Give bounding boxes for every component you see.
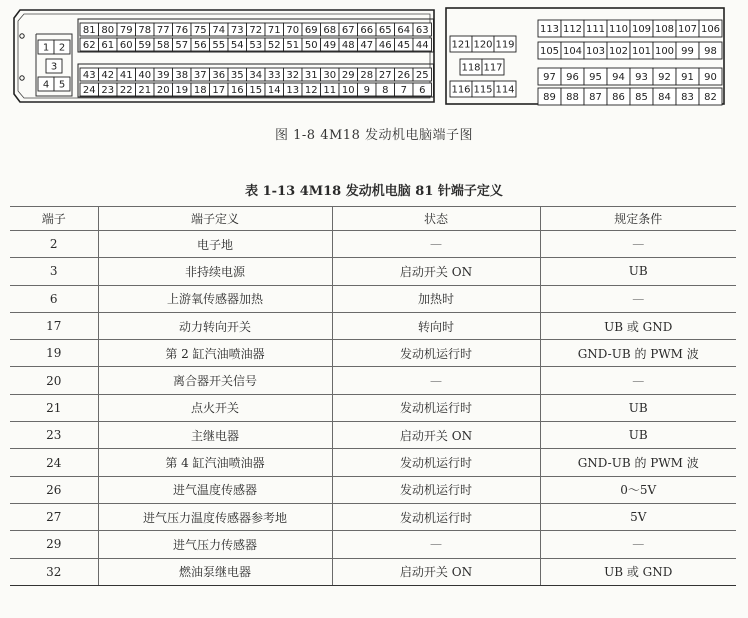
pin-number: 69 xyxy=(304,25,318,36)
cell-state: 发动机运行时 xyxy=(332,394,540,421)
cell-state: 加热时 xyxy=(332,285,540,312)
pin-number: 82 xyxy=(704,92,717,103)
cell-state: 启动开关 ON xyxy=(332,258,540,285)
pin-number: 52 xyxy=(267,40,281,51)
cell-condition: UB 或 GND xyxy=(540,312,736,339)
pin-number: 19 xyxy=(175,85,189,96)
pin-number: 14 xyxy=(267,85,281,96)
pin-number: 98 xyxy=(704,46,717,57)
table-row xyxy=(10,394,736,421)
pin-number: 44 xyxy=(415,40,429,51)
pin-number: 18 xyxy=(193,85,207,96)
cell-pin: 32 xyxy=(10,558,98,585)
pin-number: 90 xyxy=(704,72,717,83)
cell-definition: 动力转向开关 xyxy=(98,312,332,339)
cell-pin: 21 xyxy=(10,394,98,421)
pin-number: 81 xyxy=(82,25,96,36)
pin-number: 6 xyxy=(419,85,426,96)
cell-state: 发动机运行时 xyxy=(332,340,540,367)
cell-definition: 进气压力传感器 xyxy=(98,531,332,558)
cell-condition: UB xyxy=(540,258,736,285)
pin-number: 107 xyxy=(677,24,698,35)
pin-number: 23 xyxy=(101,85,115,96)
pin-number: 92 xyxy=(658,72,671,83)
pin-number: 35 xyxy=(230,70,244,81)
pin-number: 78 xyxy=(138,25,152,36)
pin-number: 74 xyxy=(212,25,226,36)
pin-number: 4 xyxy=(42,79,50,91)
pin-number: 105 xyxy=(539,46,560,57)
cell-definition: 进气压力温度传感器参考地 xyxy=(98,503,332,530)
pin-number: 25 xyxy=(415,70,429,81)
pin-number: 68 xyxy=(323,25,337,36)
pin-number: 76 xyxy=(175,25,189,36)
pin-number: 42 xyxy=(101,70,115,81)
table-row xyxy=(10,476,736,503)
cell-state: — xyxy=(332,531,540,558)
pin-number: 8 xyxy=(382,85,389,96)
cell-pin: 23 xyxy=(10,422,98,449)
pin-number: 94 xyxy=(612,72,625,83)
pin-number: 57 xyxy=(175,40,189,51)
cell-state: 发动机运行时 xyxy=(332,449,540,476)
cell-condition: — xyxy=(540,531,736,558)
cell-pin: 2 xyxy=(10,231,98,258)
cell-pin: 3 xyxy=(10,258,98,285)
pin-number: 34 xyxy=(249,70,263,81)
table-row xyxy=(10,367,736,394)
mounting-hole xyxy=(20,76,24,80)
pin-number: 109 xyxy=(631,24,652,35)
cell-pin: 6 xyxy=(10,285,98,312)
cell-state: 发动机运行时 xyxy=(332,476,540,503)
pin-number: 61 xyxy=(101,40,115,51)
pin-number: 85 xyxy=(635,92,648,103)
pin-number: 43 xyxy=(82,70,96,81)
pin-number: 40 xyxy=(138,70,152,81)
table-row xyxy=(10,258,736,285)
pin-number: 66 xyxy=(360,25,374,36)
cell-condition: UB xyxy=(540,394,736,421)
pin-number: 114 xyxy=(495,84,515,96)
header-state: 状态 xyxy=(332,207,540,231)
pin-number: 36 xyxy=(212,70,226,81)
pin-number: 20 xyxy=(156,85,170,96)
cell-definition: 主继电器 xyxy=(98,422,332,449)
pin-number: 48 xyxy=(341,40,355,51)
pin-number: 97 xyxy=(543,72,556,83)
pin-number: 72 xyxy=(249,25,263,36)
pin-number: 51 xyxy=(286,40,300,51)
pin-number: 104 xyxy=(562,46,583,57)
pin-number: 31 xyxy=(304,70,318,81)
table-header-row xyxy=(10,207,736,231)
table-row xyxy=(10,312,736,339)
table-row xyxy=(10,231,736,258)
pin-number: 121 xyxy=(451,39,471,51)
cell-pin: 17 xyxy=(10,312,98,339)
cell-state: 转向时 xyxy=(332,312,540,339)
pin-number: 49 xyxy=(323,40,337,51)
pin-number: 29 xyxy=(341,70,355,81)
figure-caption: 图 1-8 4M18 发动机电脑端子图 xyxy=(275,128,473,143)
pin-number: 71 xyxy=(267,25,281,36)
pin-number: 38 xyxy=(175,70,189,81)
pin-number: 33 xyxy=(267,70,281,81)
cell-pin: 19 xyxy=(10,340,98,367)
table-row xyxy=(10,422,736,449)
table-row xyxy=(10,531,736,558)
cell-state: 启动开关 ON xyxy=(332,422,540,449)
pin-number: 56 xyxy=(193,40,207,51)
pin-number: 91 xyxy=(681,72,694,83)
cell-condition: UB 或 GND xyxy=(540,558,736,585)
pin-number: 53 xyxy=(249,40,263,51)
pin-number: 39 xyxy=(156,70,170,81)
ecu-connector-81pin xyxy=(12,6,436,106)
table-row xyxy=(10,449,736,476)
cell-definition: 进气温度传感器 xyxy=(98,476,332,503)
pin-number: 101 xyxy=(631,46,652,57)
ecu-connector-40pin xyxy=(444,6,726,106)
pin-number: 77 xyxy=(156,25,170,36)
pin-number: 15 xyxy=(249,85,263,96)
pin-number: 95 xyxy=(589,72,602,83)
mounting-hole xyxy=(20,34,24,38)
pin-number: 17 xyxy=(212,85,226,96)
pin-number: 111 xyxy=(585,24,606,35)
pin-number: 83 xyxy=(681,92,694,103)
pin-number: 55 xyxy=(212,40,226,51)
pin-number: 3 xyxy=(50,61,58,73)
pin-number: 63 xyxy=(415,25,429,36)
pin-number: 16 xyxy=(230,85,244,96)
pin-number: 5 xyxy=(58,79,66,91)
pin-number: 27 xyxy=(378,70,392,81)
cell-definition: 上游氧传感器加热 xyxy=(98,285,332,312)
pin-number: 28 xyxy=(360,70,374,81)
table-row xyxy=(10,558,736,585)
cell-condition: 0～5V xyxy=(540,476,736,503)
table-row xyxy=(10,340,736,367)
pin-number: 62 xyxy=(82,40,96,51)
cell-state: — xyxy=(332,367,540,394)
pin-number: 116 xyxy=(451,84,471,96)
pin-number: 110 xyxy=(608,24,629,35)
cell-condition: GND-UB 的 PWM 波 xyxy=(540,340,736,367)
cell-definition: 第 2 缸汽油喷油器 xyxy=(98,340,332,367)
pin-number: 47 xyxy=(360,40,374,51)
cell-state: — xyxy=(332,231,540,258)
pin-number: 103 xyxy=(585,46,606,57)
pin-number: 113 xyxy=(539,24,560,35)
cell-condition: UB xyxy=(540,422,736,449)
pin-number: 46 xyxy=(378,40,392,51)
cell-condition: — xyxy=(540,231,736,258)
pin-number: 88 xyxy=(566,92,579,103)
pin-number: 59 xyxy=(138,40,152,51)
header-definition: 端子定义 xyxy=(98,207,332,231)
pin-number: 70 xyxy=(286,25,300,36)
cell-definition: 非持续电源 xyxy=(98,258,332,285)
pin-number: 80 xyxy=(101,25,115,36)
cell-pin: 24 xyxy=(10,449,98,476)
pin-number: 119 xyxy=(495,39,515,51)
pin-number: 11 xyxy=(323,85,337,96)
cell-definition: 第 4 缸汽油喷油器 xyxy=(98,449,332,476)
table-caption: 表 1-13 4M18 发动机电脑 81 针端子定义 xyxy=(245,184,503,199)
table-row xyxy=(10,503,736,530)
pin-number: 87 xyxy=(589,92,602,103)
pin-number: 106 xyxy=(700,24,721,35)
cell-pin: 27 xyxy=(10,503,98,530)
cell-state: 启动开关 ON xyxy=(332,558,540,585)
pin-number: 120 xyxy=(473,39,493,51)
pin-number: 37 xyxy=(193,70,207,81)
pin-number: 64 xyxy=(397,25,411,36)
pin-number: 67 xyxy=(341,25,355,36)
pin-number: 24 xyxy=(82,85,96,96)
header-condition: 规定条件 xyxy=(540,207,736,231)
cell-definition: 电子地 xyxy=(98,231,332,258)
pin-number: 12 xyxy=(304,85,318,96)
pin-number: 60 xyxy=(119,40,133,51)
pin-number: 112 xyxy=(562,24,583,35)
pin-number: 89 xyxy=(543,92,556,103)
pin-number: 118 xyxy=(461,62,481,74)
pin-number: 26 xyxy=(397,70,411,81)
pin-number: 96 xyxy=(566,72,579,83)
cell-state: 发动机运行时 xyxy=(332,503,540,530)
pin-number: 99 xyxy=(681,46,694,57)
pin-number: 86 xyxy=(612,92,625,103)
cell-condition: GND-UB 的 PWM 波 xyxy=(540,449,736,476)
pin-number: 79 xyxy=(119,25,133,36)
pin-number: 22 xyxy=(119,85,133,96)
pin-number: 54 xyxy=(230,40,244,51)
header-pin: 端子 xyxy=(10,207,98,231)
cell-definition: 点火开关 xyxy=(98,394,332,421)
pin-number: 45 xyxy=(397,40,411,51)
pin-number: 2 xyxy=(58,42,66,54)
cell-condition: 5V xyxy=(540,503,736,530)
pin-number: 10 xyxy=(341,85,355,96)
pin-number: 93 xyxy=(635,72,648,83)
table-row xyxy=(10,285,736,312)
pin-number: 50 xyxy=(304,40,318,51)
pin-number: 115 xyxy=(473,84,493,96)
cell-condition: — xyxy=(540,285,736,312)
pin-number: 108 xyxy=(654,24,675,35)
pin-number: 117 xyxy=(483,62,503,74)
pin-number: 41 xyxy=(119,70,133,81)
pin-number: 102 xyxy=(608,46,629,57)
pin-number: 1 xyxy=(42,42,50,54)
cell-pin: 20 xyxy=(10,367,98,394)
cell-pin: 29 xyxy=(10,531,98,558)
pin-number: 73 xyxy=(230,25,244,36)
pin-number: 84 xyxy=(658,92,671,103)
pin-number: 65 xyxy=(378,25,392,36)
pin-number: 21 xyxy=(138,85,152,96)
pin-number: 13 xyxy=(286,85,300,96)
pin-number: 75 xyxy=(193,25,207,36)
pin-number: 58 xyxy=(156,40,170,51)
cell-condition: — xyxy=(540,367,736,394)
pin-number: 7 xyxy=(400,85,407,96)
pin-number: 100 xyxy=(654,46,675,57)
pin-number: 30 xyxy=(323,70,337,81)
pin-definition-table xyxy=(10,206,736,586)
cell-pin: 26 xyxy=(10,476,98,503)
cell-definition: 离合器开关信号 xyxy=(98,367,332,394)
cell-definition: 燃油泵继电器 xyxy=(98,558,332,585)
pin-number: 32 xyxy=(286,70,300,81)
pin-number: 9 xyxy=(363,85,370,96)
